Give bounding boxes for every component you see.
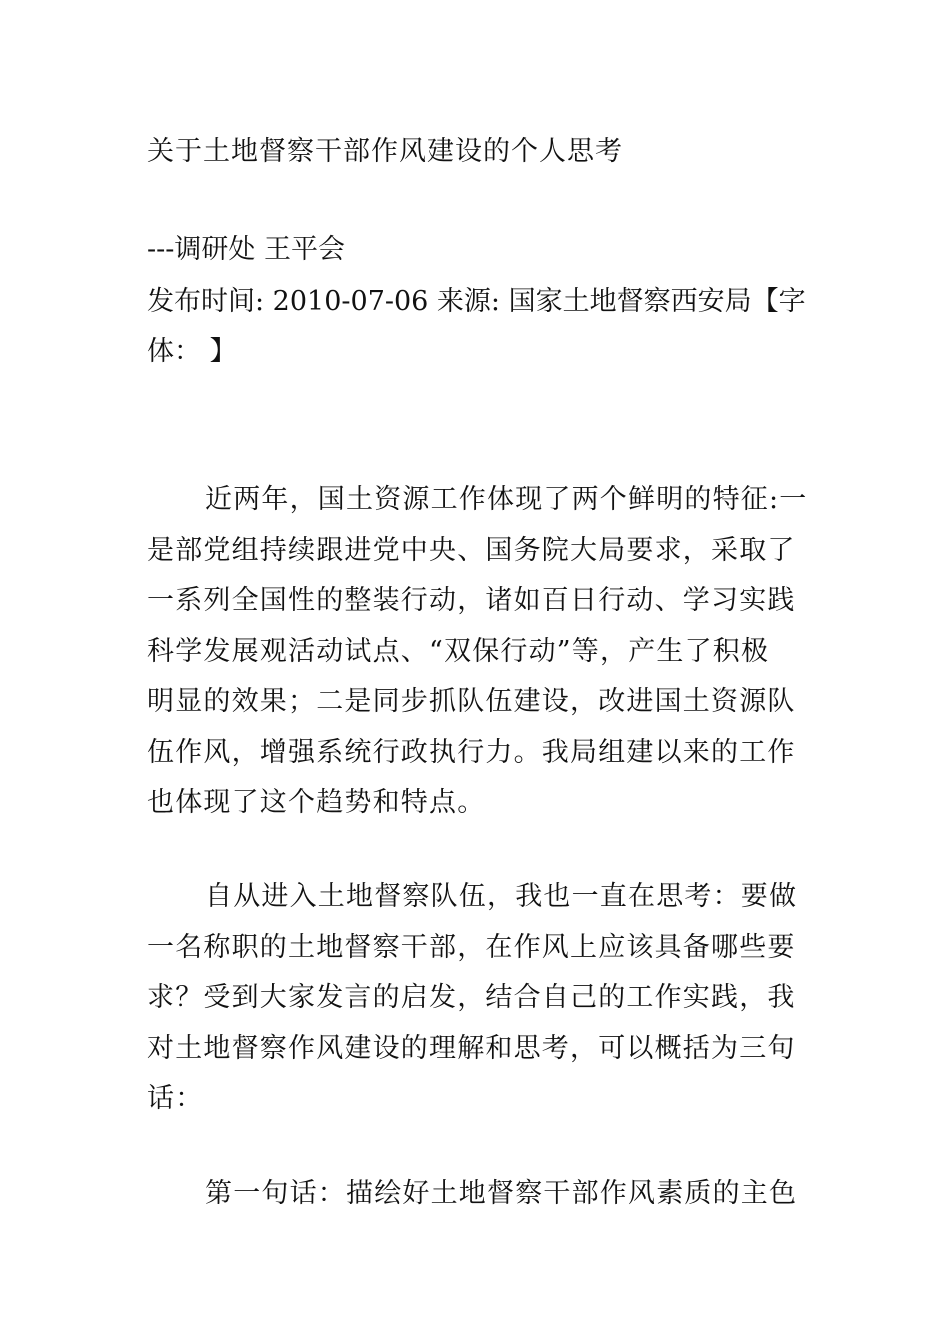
paragraph-line: 一系列全国性的整装行动，诸如百日行动、学习实践 [147, 585, 796, 616]
paragraph-line: 一名称职的土地督察干部，在作风上应该具备哪些要 [147, 931, 796, 963]
paragraph-line: 近两年，国土资源工作体现了两个鲜明的特征:一 [205, 484, 808, 515]
paragraph-line: 第一句话：描绘好土地督察干部作风素质的主色 [205, 1178, 798, 1209]
paragraph-line: 是部党组持续跟进党中央、国务院大局要求，采取了 [147, 534, 796, 566]
paragraph-line: 自从进入土地督察队伍，我也一直在思考：要做 [205, 881, 798, 912]
paragraph-line: 伍作风，增强系统行政执行力。我局组建以来的工作 [147, 736, 796, 768]
paragraph-line: 对土地督察作风建设的理解和思考，可以概括为三句 [147, 1032, 796, 1064]
paragraph-3 [147, 1169, 807, 1220]
document-title: 关于土地督察干部作风建设的个人思考 [147, 136, 623, 167]
publish-meta-line: 体： 】 [147, 336, 237, 367]
paragraph-line: 明显的效果；二是同步抓队伍建设，改进国土资源队 [147, 686, 796, 717]
paragraph-line: 也体现了这个趋势和特点。 [147, 787, 486, 818]
publish-meta [147, 277, 807, 377]
paragraph-2 [147, 872, 807, 1125]
author-byline: ---调研处 王平会 [147, 234, 345, 265]
paragraph-1 [147, 475, 807, 829]
publish-meta-line: 发布时间: 2010-07-06 来源: 国家土地督察西安局【字 [147, 286, 806, 317]
paragraph-line: 求？受到大家发言的启发，结合自己的工作实践，我 [147, 982, 796, 1013]
paragraph-line: 科学发展观活动试点、“双保行动”等，产生了积极 [147, 635, 770, 667]
paragraph-line: 话： [147, 1083, 204, 1114]
